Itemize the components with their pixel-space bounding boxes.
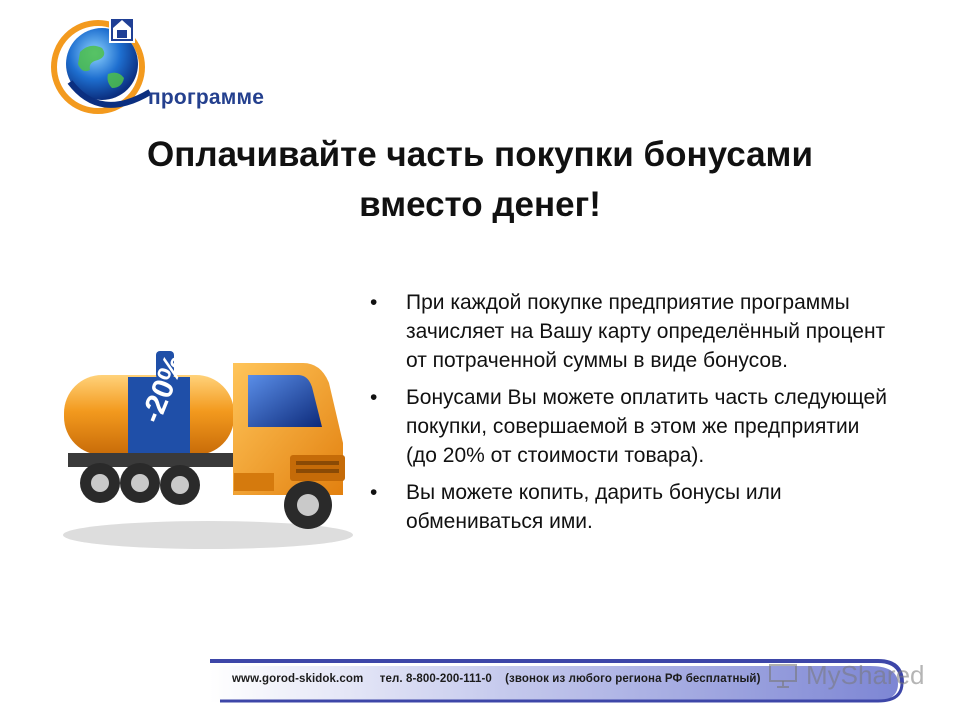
logo-wordmark: программе — [148, 86, 265, 109]
list-item — [370, 478, 890, 536]
title-line-1: Оплачивайте часть покупки бонусами — [147, 135, 813, 174]
footer-phone: тел. 8-800-200-111-0 — [379, 673, 492, 685]
truck-badge: -20% — [134, 350, 192, 428]
presentation-icon — [768, 662, 798, 688]
bullet-marker: • — [370, 481, 378, 504]
bullet-text: При каждой покупке предприятие программы зачисляет на Вашу карту определённый процент от потраченной суммы в виде бонусов. — [406, 291, 886, 372]
bullet-text: Бонусами Вы можете оплатить часть следующей покупки, совершаемой в этом же предприятии (до 20% от стоимости товара). — [406, 386, 887, 467]
bullet-marker: • — [370, 291, 378, 314]
footer-site-link[interactable]: www.gorod-skidok.com — [232, 673, 364, 685]
bullet-marker: • — [370, 386, 378, 409]
footer-note: (звонок из любого региона РФ бесплатный) — [505, 673, 761, 685]
list-item — [370, 288, 890, 375]
list-item — [370, 383, 890, 470]
bullet-text: Вы можете копить, дарить бонусы или обмениваться ими. — [406, 481, 782, 533]
page-title — [60, 130, 900, 230]
tanker-truck-illustration — [58, 345, 358, 555]
title-line-2: вместо денег! — [359, 185, 601, 224]
benefits-list — [370, 288, 890, 544]
footer-contacts — [232, 673, 761, 685]
watermark-text: MyShared — [806, 660, 925, 690]
